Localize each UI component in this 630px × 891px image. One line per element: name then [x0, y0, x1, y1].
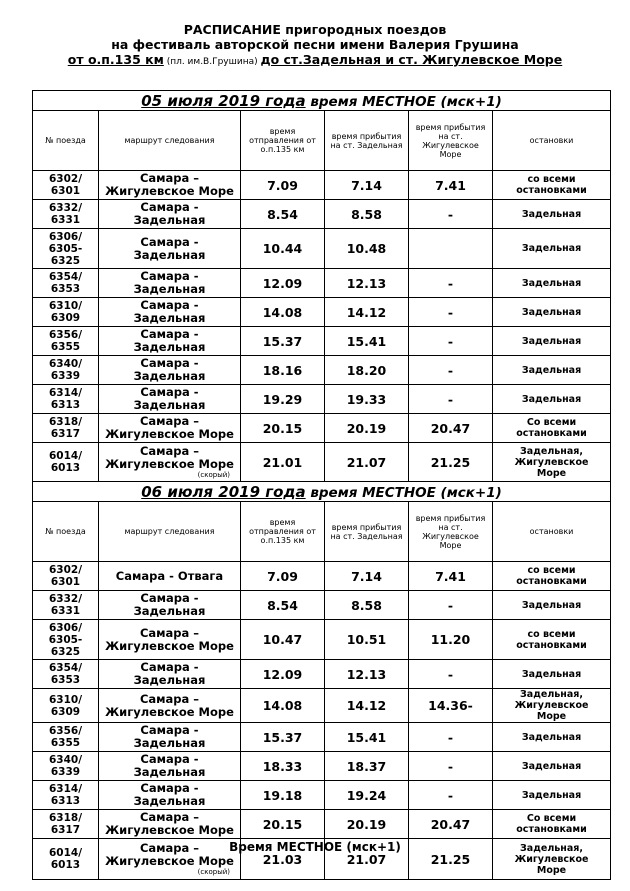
departure-time: 7.09: [241, 562, 325, 591]
departure-time: 10.44: [241, 229, 325, 269]
arrival-zhigulevskoe-more-time: -: [409, 752, 493, 781]
arrival-zadelnaya-time: 12.13: [325, 660, 409, 689]
stops-cell: Задельная: [493, 200, 611, 229]
arrival-zhigulevskoe-more-time: [409, 229, 493, 269]
stops-cell: со всеми остановками: [493, 171, 611, 200]
header-destination: до ст.Задельная и ст. Жигулевское Море: [260, 52, 563, 67]
route-name: Самара – Жигулевское Море: [105, 691, 234, 719]
arrival-zhigulevskoe-more-time: -: [409, 200, 493, 229]
date-heading: [33, 482, 611, 502]
route-cell: [99, 229, 241, 269]
route-cell: [99, 298, 241, 327]
arrival-zhigulevskoe-more-time: 21.25: [409, 443, 493, 482]
route-cell: [99, 752, 241, 781]
arrival-zhigulevskoe-more-time: 14.36-: [409, 689, 493, 723]
train-number: 6340/ 6339: [33, 752, 99, 781]
time-zone-note: время МЕСТНОЕ (мск+1): [305, 93, 502, 110]
departure-time: 12.09: [241, 660, 325, 689]
arrival-zadelnaya-time: 14.12: [325, 689, 409, 723]
departure-time: 21.03: [241, 839, 325, 880]
departure-time: 21.01: [241, 443, 325, 482]
route-name: Самара – Жигулевское Море: [105, 625, 234, 653]
route-name: Самара - Задельная: [133, 269, 206, 296]
route-name: Самара – Жигулевское Море: [105, 810, 234, 837]
arrival-zadelnaya-time: 12.13: [325, 269, 409, 298]
header-route-line: [0, 52, 630, 70]
column-header-arrive-zh: время прибытия на ст. Жигулевское Море: [409, 111, 493, 171]
route-cell: [99, 327, 241, 356]
express-note: (скорый): [197, 868, 230, 876]
departure-time: 8.54: [241, 591, 325, 620]
stops-cell: Задельная, Жигулевское Море: [493, 839, 611, 880]
train-number: 6310/ 6309: [33, 298, 99, 327]
header-origin: от о.п.135 км: [67, 52, 164, 67]
table-row: [33, 810, 611, 839]
arrival-zhigulevskoe-more-time: -: [409, 591, 493, 620]
table-row: [33, 171, 611, 200]
table-row: [33, 356, 611, 385]
table-row: [33, 723, 611, 752]
stops-cell: Со всеми остановками: [493, 810, 611, 839]
arrival-zhigulevskoe-more-time: 21.25: [409, 839, 493, 880]
stops-cell: Со всеми остановками: [493, 414, 611, 443]
route-cell: [99, 620, 241, 660]
arrival-zadelnaya-time: 10.48: [325, 229, 409, 269]
stops-cell: Задельная: [493, 660, 611, 689]
schedule-table: [32, 90, 611, 880]
date-heading: [33, 91, 611, 111]
train-number: 6306/ 6305- 6325: [33, 620, 99, 660]
stops-cell: Задельная: [493, 298, 611, 327]
table-row: [33, 229, 611, 269]
departure-time: 8.54: [241, 200, 325, 229]
departure-time: 20.15: [241, 414, 325, 443]
arrival-zadelnaya-time: 18.20: [325, 356, 409, 385]
arrival-zadelnaya-time: 8.58: [325, 591, 409, 620]
arrival-zhigulevskoe-more-time: -: [409, 781, 493, 810]
route-cell: [99, 356, 241, 385]
stops-cell: Задельная: [493, 385, 611, 414]
stops-cell: Задельная: [493, 723, 611, 752]
stops-cell: Задельная, Жигулевское Море: [493, 689, 611, 723]
departure-time: 14.08: [241, 298, 325, 327]
route-name: Самара - Задельная: [133, 752, 206, 779]
route-name: Самара - Задельная: [133, 385, 206, 412]
arrival-zhigulevskoe-more-time: 7.41: [409, 562, 493, 591]
route-cell: [99, 414, 241, 443]
column-header-stops: остановки: [493, 502, 611, 562]
column-header-row: [33, 502, 611, 562]
route-cell: [99, 443, 241, 482]
stops-cell: Задельная: [493, 781, 611, 810]
arrival-zadelnaya-time: 8.58: [325, 200, 409, 229]
schedule-header: [0, 22, 630, 70]
column-header-route: маршрут следования: [99, 111, 241, 171]
arrival-zadelnaya-time: 15.41: [325, 327, 409, 356]
route-cell: [99, 660, 241, 689]
stops-cell: Задельная: [493, 356, 611, 385]
route-cell: [99, 200, 241, 229]
train-number: 6332/ 6331: [33, 200, 99, 229]
route-cell: [99, 591, 241, 620]
arrival-zadelnaya-time: 21.07: [325, 839, 409, 880]
route-cell: [99, 269, 241, 298]
train-number: 6302/ 6301: [33, 562, 99, 591]
table-row: [33, 689, 611, 723]
arrival-zadelnaya-time: 20.19: [325, 414, 409, 443]
route-name: Самара - Задельная: [133, 234, 206, 262]
column-header-row: [33, 111, 611, 171]
arrival-zhigulevskoe-more-time: -: [409, 723, 493, 752]
table-row: [33, 562, 611, 591]
departure-time: 15.37: [241, 723, 325, 752]
arrival-zadelnaya-time: 14.12: [325, 298, 409, 327]
departure-time: 12.09: [241, 269, 325, 298]
train-number: 6314/ 6313: [33, 385, 99, 414]
stops-cell: Задельная, Жигулевское Море: [493, 443, 611, 482]
route-cell: [99, 723, 241, 752]
departure-time: 20.15: [241, 810, 325, 839]
arrival-zadelnaya-time: 10.51: [325, 620, 409, 660]
table-row: [33, 414, 611, 443]
table-row: [33, 200, 611, 229]
header-title: РАСПИСАНИЕ пригородных поездов: [183, 22, 447, 37]
arrival-zadelnaya-time: 21.07: [325, 443, 409, 482]
train-number: 6306/ 6305- 6325: [33, 229, 99, 269]
stops-cell: Задельная: [493, 591, 611, 620]
route-name: Самара - Задельная: [133, 327, 206, 354]
arrival-zadelnaya-time: 19.24: [325, 781, 409, 810]
column-header-num: № поезда: [33, 502, 99, 562]
time-zone-note: время МЕСТНОЕ (мск+1): [305, 484, 502, 501]
express-note: (скорый): [197, 471, 230, 479]
column-header-num: № поезда: [33, 111, 99, 171]
route-name: Самара – Жигулевское Море: [105, 444, 234, 471]
arrival-zadelnaya-time: 7.14: [325, 562, 409, 591]
arrival-zadelnaya-time: 7.14: [325, 171, 409, 200]
train-number: 6318/ 6317: [33, 810, 99, 839]
stops-cell: Задельная: [493, 327, 611, 356]
arrival-zhigulevskoe-more-time: -: [409, 327, 493, 356]
route-name: Самара - Задельная: [133, 591, 206, 618]
stops-cell: Задельная: [493, 752, 611, 781]
route-cell: [99, 689, 241, 723]
table-row: [33, 781, 611, 810]
train-number: 6314/ 6313: [33, 781, 99, 810]
stops-cell: Задельная: [493, 269, 611, 298]
arrival-zhigulevskoe-more-time: 20.47: [409, 414, 493, 443]
arrival-zhigulevskoe-more-time: -: [409, 660, 493, 689]
route-cell: [99, 171, 241, 200]
table-row: [33, 443, 611, 482]
train-number: 6354/ 6353: [33, 269, 99, 298]
stops-cell: со всеми остановками: [493, 620, 611, 660]
column-header-depart: время отправления от о.п.135 км: [241, 502, 325, 562]
route-name: Самара - Задельная: [133, 660, 206, 687]
stops-cell: со всеми остановками: [493, 562, 611, 591]
departure-time: 14.08: [241, 689, 325, 723]
footer-time-note: Время МЕСТНОЕ (мск+1): [229, 840, 401, 854]
train-number: 6354/ 6353: [33, 660, 99, 689]
column-header-arrive-z: время прибытия на ст. Задельная: [325, 111, 409, 171]
route-cell: [99, 781, 241, 810]
header-subtitle: на фестиваль авторской песни имени Валерия Грушина: [111, 37, 519, 52]
column-header-stops: остановки: [493, 111, 611, 171]
date-text: 06 июля 2019 года: [141, 482, 306, 501]
train-number: 6310/ 6309: [33, 689, 99, 723]
arrival-zadelnaya-time: 18.37: [325, 752, 409, 781]
arrival-zadelnaya-time: 20.19: [325, 810, 409, 839]
route-name: Самара – Жигулевское Море: [105, 841, 234, 868]
departure-time: 19.29: [241, 385, 325, 414]
train-number: 6356/ 6355: [33, 723, 99, 752]
date-row: [33, 482, 611, 502]
route-name: Самара – Жигулевское Море: [105, 171, 234, 198]
column-header-depart: время отправления от о.п.135 км: [241, 111, 325, 171]
arrival-zadelnaya-time: 19.33: [325, 385, 409, 414]
date-text: 05 июля 2019 года: [141, 91, 306, 110]
table-row: [33, 660, 611, 689]
route-name: Самара - Задельная: [133, 781, 206, 808]
departure-time: 7.09: [241, 171, 325, 200]
route-name: Самара - Задельная: [133, 200, 206, 227]
arrival-zhigulevskoe-more-time: 7.41: [409, 171, 493, 200]
departure-time: 19.18: [241, 781, 325, 810]
table-row: [33, 385, 611, 414]
arrival-zhigulevskoe-more-time: 20.47: [409, 810, 493, 839]
route-name: Самара - Отвага: [115, 568, 224, 583]
train-number: 6302/ 6301: [33, 171, 99, 200]
train-number: 6014/ 6013: [33, 839, 99, 880]
departure-time: 18.16: [241, 356, 325, 385]
route-cell: [99, 810, 241, 839]
route-name: Самара - Задельная: [133, 723, 206, 750]
departure-time: 10.47: [241, 620, 325, 660]
arrival-zhigulevskoe-more-time: -: [409, 356, 493, 385]
departure-time: 18.33: [241, 752, 325, 781]
table-row: [33, 591, 611, 620]
arrival-zhigulevskoe-more-time: 11.20: [409, 620, 493, 660]
column-header-route: маршрут следования: [99, 502, 241, 562]
stops-cell: Задельная: [493, 229, 611, 269]
arrival-zadelnaya-time: 15.41: [325, 723, 409, 752]
column-header-arrive-z: время прибытия на ст. Задельная: [325, 502, 409, 562]
header-origin-note: (пл. им.В.Грушина): [163, 57, 261, 67]
arrival-zhigulevskoe-more-time: -: [409, 269, 493, 298]
table-row: [33, 269, 611, 298]
table-row: [33, 298, 611, 327]
train-number: 6332/ 6331: [33, 591, 99, 620]
route-name: Самара – Жигулевское Море: [105, 414, 234, 441]
table-row: [33, 620, 611, 660]
date-row: [33, 91, 611, 111]
departure-time: 15.37: [241, 327, 325, 356]
table-row: [33, 327, 611, 356]
train-number: 6356/ 6355: [33, 327, 99, 356]
route-cell: [99, 385, 241, 414]
route-cell: [99, 562, 241, 591]
arrival-zhigulevskoe-more-time: -: [409, 298, 493, 327]
train-number: 6014/ 6013: [33, 443, 99, 482]
train-number: 6340/ 6339: [33, 356, 99, 385]
route-name: Самара - Задельная: [133, 298, 206, 325]
train-number: 6318/ 6317: [33, 414, 99, 443]
table-row: [33, 752, 611, 781]
column-header-arrive-zh: время прибытия на ст. Жигулевское Море: [409, 502, 493, 562]
arrival-zhigulevskoe-more-time: -: [409, 385, 493, 414]
route-name: Самара - Задельная: [133, 356, 206, 383]
